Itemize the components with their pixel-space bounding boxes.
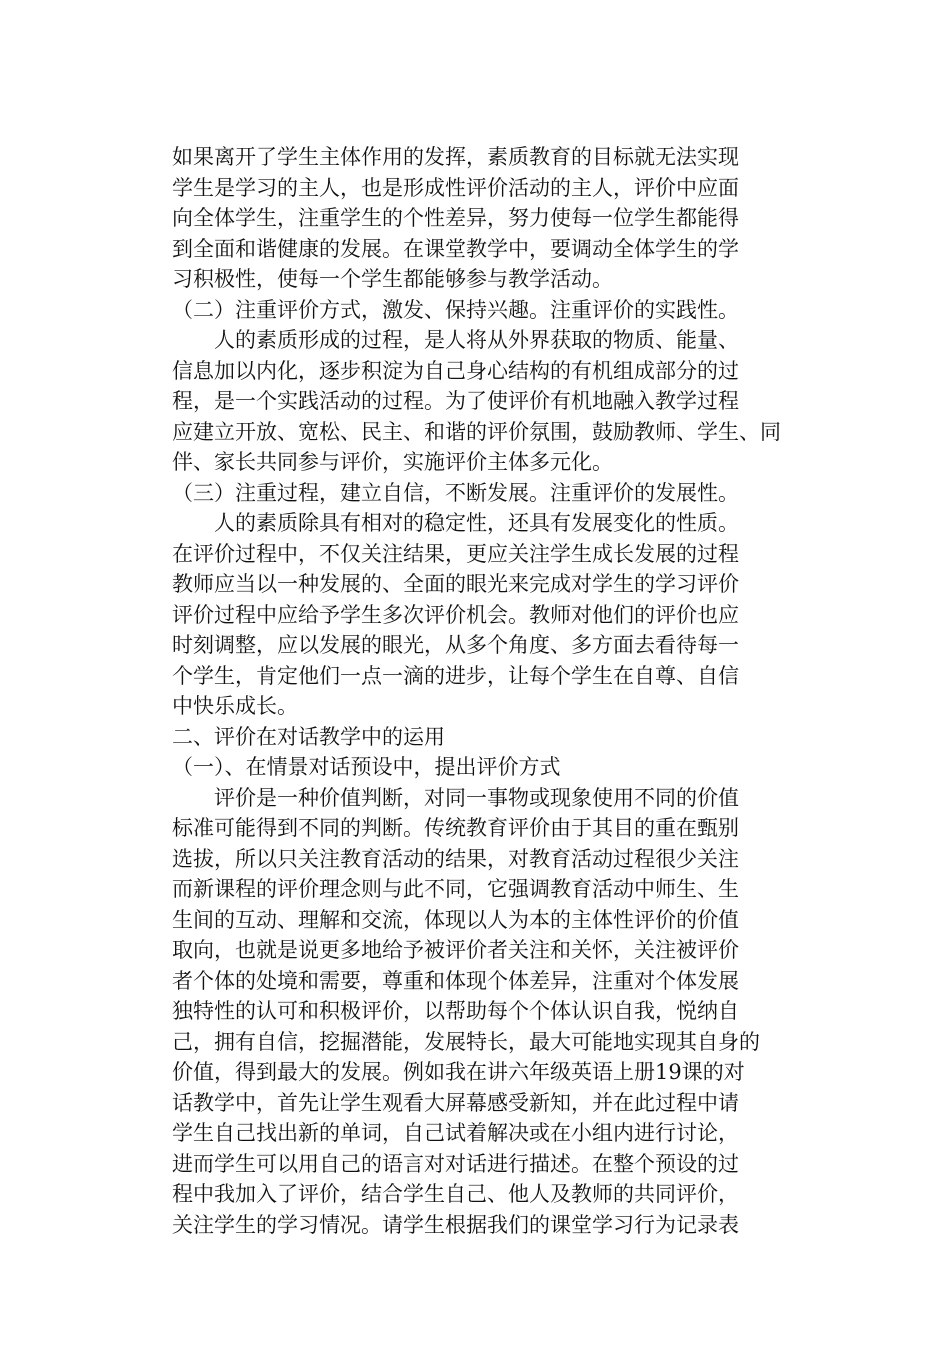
text-line: 生间的互动、理解和交流，体现以人为本的主体性评价的价值	[172, 907, 739, 932]
text-line: 学生自己找出新的单词，自己试着解决或在小组内进行讨论，	[172, 1121, 739, 1145]
text-line: 程，是一个实践活动的过程。为了使评价有机地融入教学过程	[172, 389, 739, 413]
text-line: 评价过程中应给予学生多次评价机会。教师对他们的评价也应	[172, 602, 739, 627]
section-heading: （二）注重评价方式，激发、保持兴趣。注重评价的实践性。	[172, 297, 739, 322]
text-line: 人的素质形成的过程，是人将从外界获取的物质、能量、	[172, 328, 739, 352]
document-body	[172, 142, 784, 1240]
text-line: 个学生，肯定他们一点一滴的进步，让每个学生在自尊、自信	[172, 663, 739, 688]
text-line: 时刻调整，应以发展的眼光，从多个角度、多方面去看待每一	[172, 633, 739, 657]
text-line: 教师应当以一种发展的、全面的眼光来完成对学生的学习评价	[172, 572, 739, 596]
text-line: 应建立开放、宽松、民主、和谐的评价氛围，鼓励教师、学生、同	[172, 419, 781, 444]
text-line: 信息加以内化，逐步积淀为自己身心结构的有机组成部分的过	[172, 358, 739, 383]
text-line: 关注学生的学习情况。请学生根据我们的课堂学习行为记录表	[172, 1212, 739, 1237]
text-line: 如果离开了学生主体作用的发挥，素质教育的目标就无法实现	[172, 145, 739, 169]
text-line: 者个体的处境和需要，尊重和体现个体差异，注重对个体发展	[172, 968, 739, 993]
text-line: 中快乐成长。	[172, 694, 298, 718]
text-line: 伴、家长共同参与评价，实施评价主体多元化。	[172, 450, 613, 474]
section-heading: （三）注重过程，建立自信，不断发展。注重评价的发展性。	[172, 480, 739, 505]
text-line: 评价是一种价值判断，对同一事物或现象使用不同的价值	[172, 785, 739, 810]
text-line: 而新课程的评价理念则与此不同，它强调教育活动中师生、生	[172, 877, 739, 901]
text-line: 取向，也就是说更多地给予被评价者关注和关怀，关注被评价	[172, 938, 739, 962]
text-line: 进而学生可以用自己的语言对对话进行描述。在整个预设的过	[172, 1151, 739, 1176]
text-line: 人的素质除具有相对的稳定性，还具有发展变化的性质。	[172, 511, 739, 535]
text-line: 向全体学生，注重学生的个性差异，努力使每一位学生都能得	[172, 206, 739, 230]
text-line: 程中我加入了评价，结合学生自己、他人及教师的共同评价，	[172, 1182, 739, 1206]
text-line: 己，拥有自信，挖掘潜能，发展特长，最大可能地实现其自身的	[172, 1029, 760, 1054]
text-line: 话教学中，首先让学生观看大屏幕感受新知，并在此过程中请	[172, 1090, 739, 1115]
text-line: 学生是学习的主人，也是形成性评价活动的主人，评价中应面	[172, 175, 739, 200]
text-line: 价值，得到最大的发展。例如我在讲六年级英语上册19课的对	[172, 1060, 745, 1084]
text-line: 在评价过程中，不仅关注结果，更应关注学生成长发展的过程	[172, 541, 739, 566]
chapter-heading: 二、评价在对话教学中的运用	[172, 724, 445, 749]
text-line: 到全面和谐健康的发展。在课堂教学中，要调动全体学生的学	[172, 236, 739, 261]
text-line: 习积极性，使每一个学生都能够参与教学活动。	[172, 267, 613, 291]
section-heading: （一）、在情景对话预设中，提出评价方式	[172, 755, 561, 779]
text-line: 标准可能得到不同的判断。传统教育评价由于其目的重在甄别	[172, 816, 739, 840]
text-line: 选拔，所以只关注教育活动的结果，对教育活动过程很少关注	[172, 846, 739, 871]
text-line: 独特性的认可和积极评价，以帮助每个个体认识自我，悦纳自	[172, 999, 739, 1023]
